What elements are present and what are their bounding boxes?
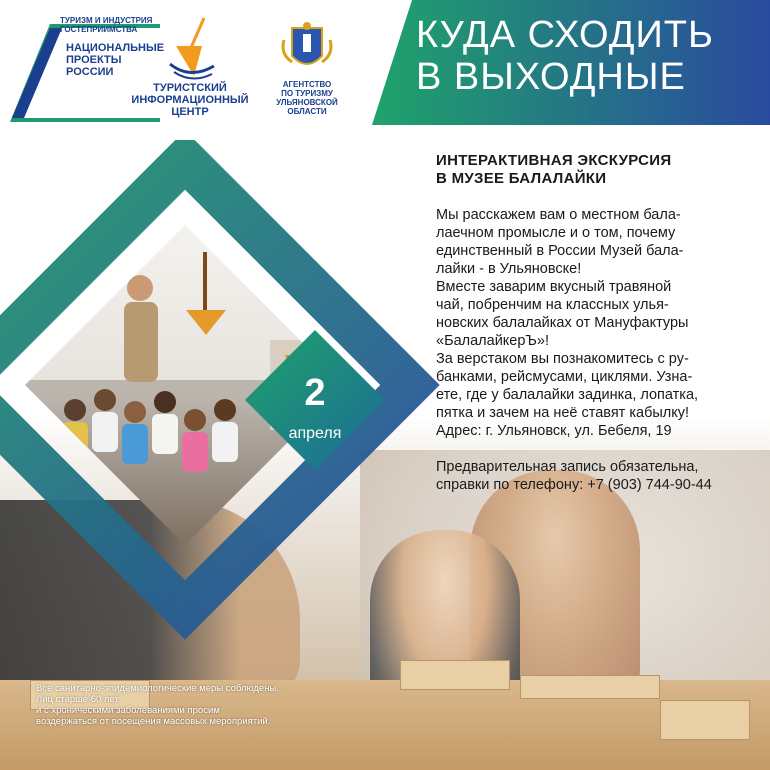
agency-line2: ПО ТУРИЗМУ xyxy=(281,89,333,98)
tourism-agency-logo xyxy=(262,20,352,125)
event-body xyxy=(436,206,766,440)
body-line: Мы расскажем вам о местном бала- xyxy=(436,207,681,223)
event-description xyxy=(436,152,766,494)
body-line: новских балалайках от Мануфактуры xyxy=(436,315,689,331)
wood-block xyxy=(400,660,510,690)
event-title-line2: В МУЗЕЕ БАЛАЛАЙКИ xyxy=(436,170,607,187)
tourist-info-center-logo xyxy=(120,14,260,124)
body-line: чай, побренчим на классных улья- xyxy=(436,297,669,313)
body-line: Вместе заварим вкусный травяной xyxy=(436,279,672,295)
banner-line1: КУДА СХОДИТЬ xyxy=(416,14,714,56)
event-date-month: апреля xyxy=(288,425,342,442)
disclaimer-line4: воздержаться от посещения массовых мероприятий. xyxy=(36,716,271,727)
wood-block xyxy=(660,700,750,740)
event-photo-frame xyxy=(0,140,440,640)
date-badge xyxy=(245,330,385,470)
weekend-banner xyxy=(372,0,770,125)
body-line: единственный в России Музей бала- xyxy=(436,243,684,259)
agency-line1: АГЕНТСТВО xyxy=(282,80,332,89)
disclaimer-line2: Лиц старше 60 лет xyxy=(36,694,119,705)
body-line: банками, рейсмусами, циклями. Узна- xyxy=(436,369,693,385)
agency-line3: УЛЬЯНОВСКОЙ xyxy=(276,98,338,107)
body-line: ете, где у балалайки задинка, лопатка, xyxy=(436,387,699,403)
agency-line4: ОБЛАСТИ xyxy=(287,107,327,116)
disclaimer-line1: Все санитарно-эпидемиологические меры соблюдены. xyxy=(36,683,279,694)
header xyxy=(0,0,770,125)
sanitary-disclaimer xyxy=(36,683,366,727)
np-line1: ТУРИЗМ И ИНДУСТРИЯ xyxy=(60,16,153,25)
disclaimer-line3: и с хроническими заболеваниями просим xyxy=(36,705,220,716)
tic-line2: ИНФОРМАЦИОННЫЙ xyxy=(131,94,249,106)
body-line: лайки - в Ульяновске! xyxy=(436,261,582,277)
np-line2: ГОСТЕПРИИМСТВА xyxy=(60,25,138,34)
body-line: пятка и зачем на неё ставят кабылку! xyxy=(436,405,690,421)
np-line3: НАЦИОНАЛЬНЫЕ xyxy=(66,42,165,54)
np-line4: ПРОЕКТЫ xyxy=(66,54,122,66)
banner-line2: В ВЫХОДНЫЕ xyxy=(416,56,686,98)
registration-phone: справки по телефону: +7 (903) 744-90-44 xyxy=(436,477,712,493)
event-date-number: 2 xyxy=(304,372,326,414)
event-title xyxy=(436,152,766,188)
body-line: За верстаком вы познакомитесь с ру- xyxy=(436,351,689,367)
tic-line1: ТУРИСТСКИЙ xyxy=(153,82,227,94)
event-address: Адрес: г. Ульяновск, ул. Бебеля, 19 xyxy=(436,423,672,439)
body-line: «БалалайкерЪ»! xyxy=(436,333,549,349)
wood-block xyxy=(520,675,660,699)
balalaika-logo-icon xyxy=(120,14,260,84)
registration-line1: Предварительная запись обязательна, xyxy=(436,459,699,475)
event-title-line1: ИНТЕРАКТИВНАЯ ЭКСКУРСИЯ xyxy=(436,152,672,169)
coat-of-arms-icon xyxy=(262,20,352,76)
registration-info xyxy=(436,458,766,494)
body-line: лаечном промысле и о том, почему xyxy=(436,225,676,241)
np-line5: РОССИИ xyxy=(66,66,114,78)
tic-line3: ЦЕНТР xyxy=(171,106,209,118)
